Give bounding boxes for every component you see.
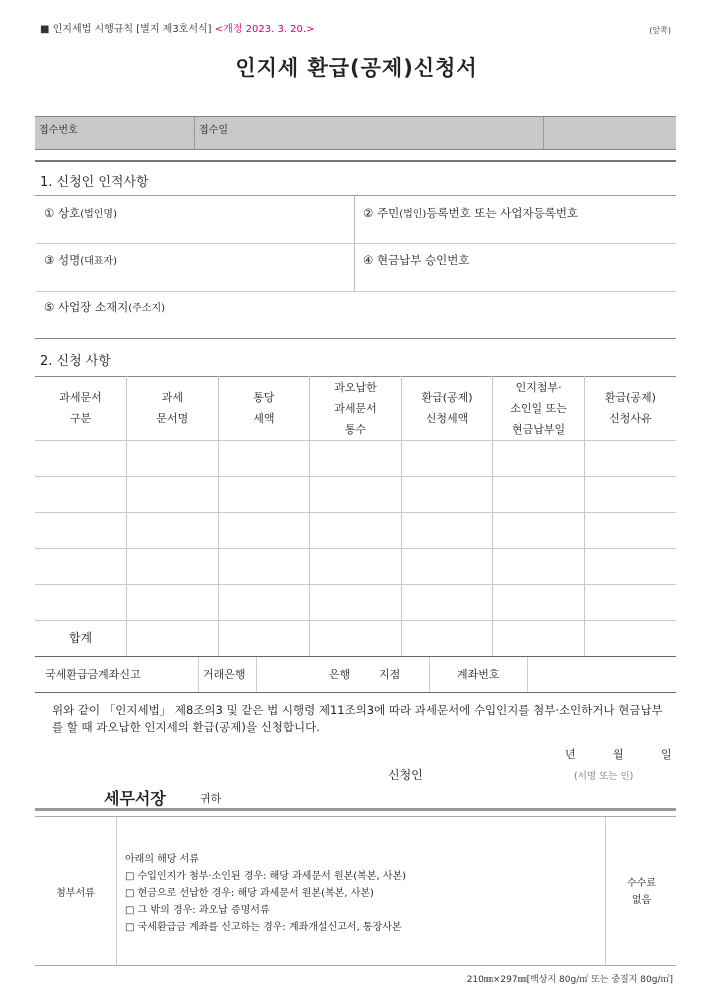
table-cell[interactable] [401,549,493,585]
bank-unit: 은행 [329,668,351,681]
attachments-label: 첨부서류 [56,888,95,899]
honorific: 귀하 [200,792,222,805]
attachments-box [35,816,676,966]
year-label: 년 [565,748,576,761]
total-row [35,621,676,657]
table-row [35,441,676,477]
table-cell[interactable] [127,513,219,549]
attachment-checkbox[interactable]: □ 수입인지가 첨부·소인된 경우: 해당 과세문서 원본(복본, 사본) [125,871,407,882]
table-cell[interactable] [493,621,585,657]
paper-spec: 210㎜×297㎜[백상지 80g/㎡ 또는 중질지 80g/㎡] [466,975,673,985]
table-cell[interactable] [35,477,127,513]
divider [256,657,257,692]
table-cell[interactable] [493,477,585,513]
table-cell[interactable] [218,477,310,513]
fee-cell [605,817,677,965]
refund-account-label: 국세환급금계좌신고 [45,668,141,681]
table-cell[interactable] [35,513,127,549]
table-cell[interactable] [584,513,676,549]
form-ref-text: ■ 인지세법 시행규칙 [별지 제3호서식] [40,24,212,35]
receipt-date-label: 접수일 [199,125,228,136]
table-cell[interactable] [584,441,676,477]
divider [198,657,199,692]
registration-label: ② 주민 [363,206,400,220]
divider [35,338,676,339]
page-side-label: (앞쪽) [649,26,671,35]
fee-value: 없음 [631,895,652,906]
branch-unit: 지점 [379,668,401,681]
table-cell[interactable] [127,477,219,513]
request-table [35,376,676,657]
table-cell[interactable] [310,477,402,513]
account-number-field[interactable] [528,657,676,692]
form-title: 인지세 환급(공제)신청서 [235,56,478,80]
attachment-checkbox[interactable]: □ 그 밖의 경우: 과오납 증명서류 [125,905,270,916]
table-cell[interactable] [584,621,676,657]
table-cell[interactable] [401,441,493,477]
receipt-date-field[interactable] [195,117,544,149]
representative-label: ③ 성명 [44,253,81,267]
table-row [35,549,676,585]
divider [35,160,676,162]
table-cell[interactable] [218,621,310,657]
column-header: 과세문서 구분 [35,376,127,441]
divider [35,808,676,811]
table-cell[interactable] [35,585,127,621]
divider [35,195,676,196]
date-day[interactable] [661,746,672,762]
table-cell[interactable] [493,513,585,549]
table-row [35,513,676,549]
attachment-checkbox[interactable]: □ 현금으로 선납한 경우: 해당 과세문서 원본(복본, 사본) [125,888,374,899]
month-label: 월 [613,748,624,761]
trade-name-label: ① 상호 [44,206,81,220]
fee-label: 수수료 [627,878,656,889]
table-cell[interactable] [310,585,402,621]
column-header: 환급(공제) 신청사유 [584,376,676,441]
table-cell[interactable] [401,477,493,513]
date-month[interactable] [613,746,624,762]
table-cell[interactable] [35,549,127,585]
table-cell[interactable] [401,513,493,549]
trade-name-field[interactable] [44,205,117,221]
table-cell[interactable] [493,585,585,621]
receipt-bar [35,116,676,150]
receipt-number-label: 접수번호 [39,125,78,136]
refund-account-row [35,656,676,693]
day-label: 일 [661,748,672,761]
table-row [35,477,676,513]
business-address-label: ⑤ 사업장 소재지 [44,300,129,314]
account-number-label: 계좌번호 [457,668,500,681]
table-cell[interactable] [127,621,219,657]
business-address-field[interactable] [44,299,165,315]
tax-office-head: 세무서장 [104,789,166,808]
column-header: 통당 세액 [218,376,310,441]
receipt-number-field[interactable] [35,117,195,149]
bank-name-label: 거래은행 [203,668,246,681]
table-cell[interactable] [584,477,676,513]
section1-title: 1. 신청인 인적사항 [40,175,149,190]
table-cell[interactable] [310,441,402,477]
section2-title: 2. 신청 사항 [40,354,111,369]
table-cell[interactable] [401,621,493,657]
signature-field[interactable]: (서명 또는 인) [574,771,634,782]
cash-approval-number-field[interactable] [363,252,470,268]
divider [35,291,676,292]
attachments-label-cell [35,817,117,965]
representative-sub: (대표자) [80,256,117,267]
table-cell[interactable] [127,585,219,621]
table-cell[interactable] [127,549,219,585]
table-cell[interactable] [218,549,310,585]
table-cell[interactable] [401,585,493,621]
table-cell[interactable] [493,441,585,477]
table-cell[interactable] [493,549,585,585]
column-header: 과오납한 과세문서 통수 [310,376,402,441]
table-cell[interactable] [584,549,676,585]
registration-sub: (법인) [399,209,427,220]
table-cell[interactable] [218,585,310,621]
bank-branch-field[interactable] [261,657,429,692]
trade-name-sub: (법인명) [80,209,117,220]
total-label: 합계 [35,621,127,657]
divider [429,657,430,692]
table-cell[interactable] [127,441,219,477]
revision-note: <개정 2023. 3. 20.> [214,24,315,35]
receipt-extra-field [544,117,676,149]
form-reference [40,20,314,35]
attachments-list [125,851,406,936]
date-year[interactable] [565,746,576,762]
table-cell[interactable] [310,549,402,585]
table-cell[interactable] [310,513,402,549]
cash-approval-label: ④ 현금납부 승인번호 [363,253,470,267]
attachment-checkbox[interactable]: □ 국세환급금 계좌를 신고하는 경우: 계좌개설신고서, 통장사본 [125,922,402,933]
declaration-text: 위와 같이 「인지세법」 제8조의3 및 같은 법 시행령 제11조의3에 따라 과세문서에 수입인지를 첨부·소인하거나 현금납부를 할 때 과오납한 인지세의 환급(공제)을 신청합니다. [52,703,663,734]
table-cell[interactable] [218,513,310,549]
representative-name-field[interactable] [44,252,117,268]
table-header-row [35,376,676,441]
attachments-intro: 아래의 해당 서류 [125,854,199,865]
table-cell[interactable] [310,621,402,657]
business-address-sub: (주소지) [128,303,166,314]
registration-rest: 등록번호 또는 사업자등록번호 [426,206,579,220]
column-header: 과세 문서명 [127,376,219,441]
table-cell[interactable] [218,441,310,477]
table-row [35,585,676,621]
table-cell[interactable] [584,585,676,621]
divider [35,243,676,244]
column-header: 인지첨부· 소인일 또는 현금납부일 [493,376,585,441]
registration-number-field[interactable] [363,205,578,221]
table-cell[interactable] [35,441,127,477]
column-header: 환급(공제) 신청세액 [401,376,493,441]
applicant-label: 신청인 [388,768,423,782]
